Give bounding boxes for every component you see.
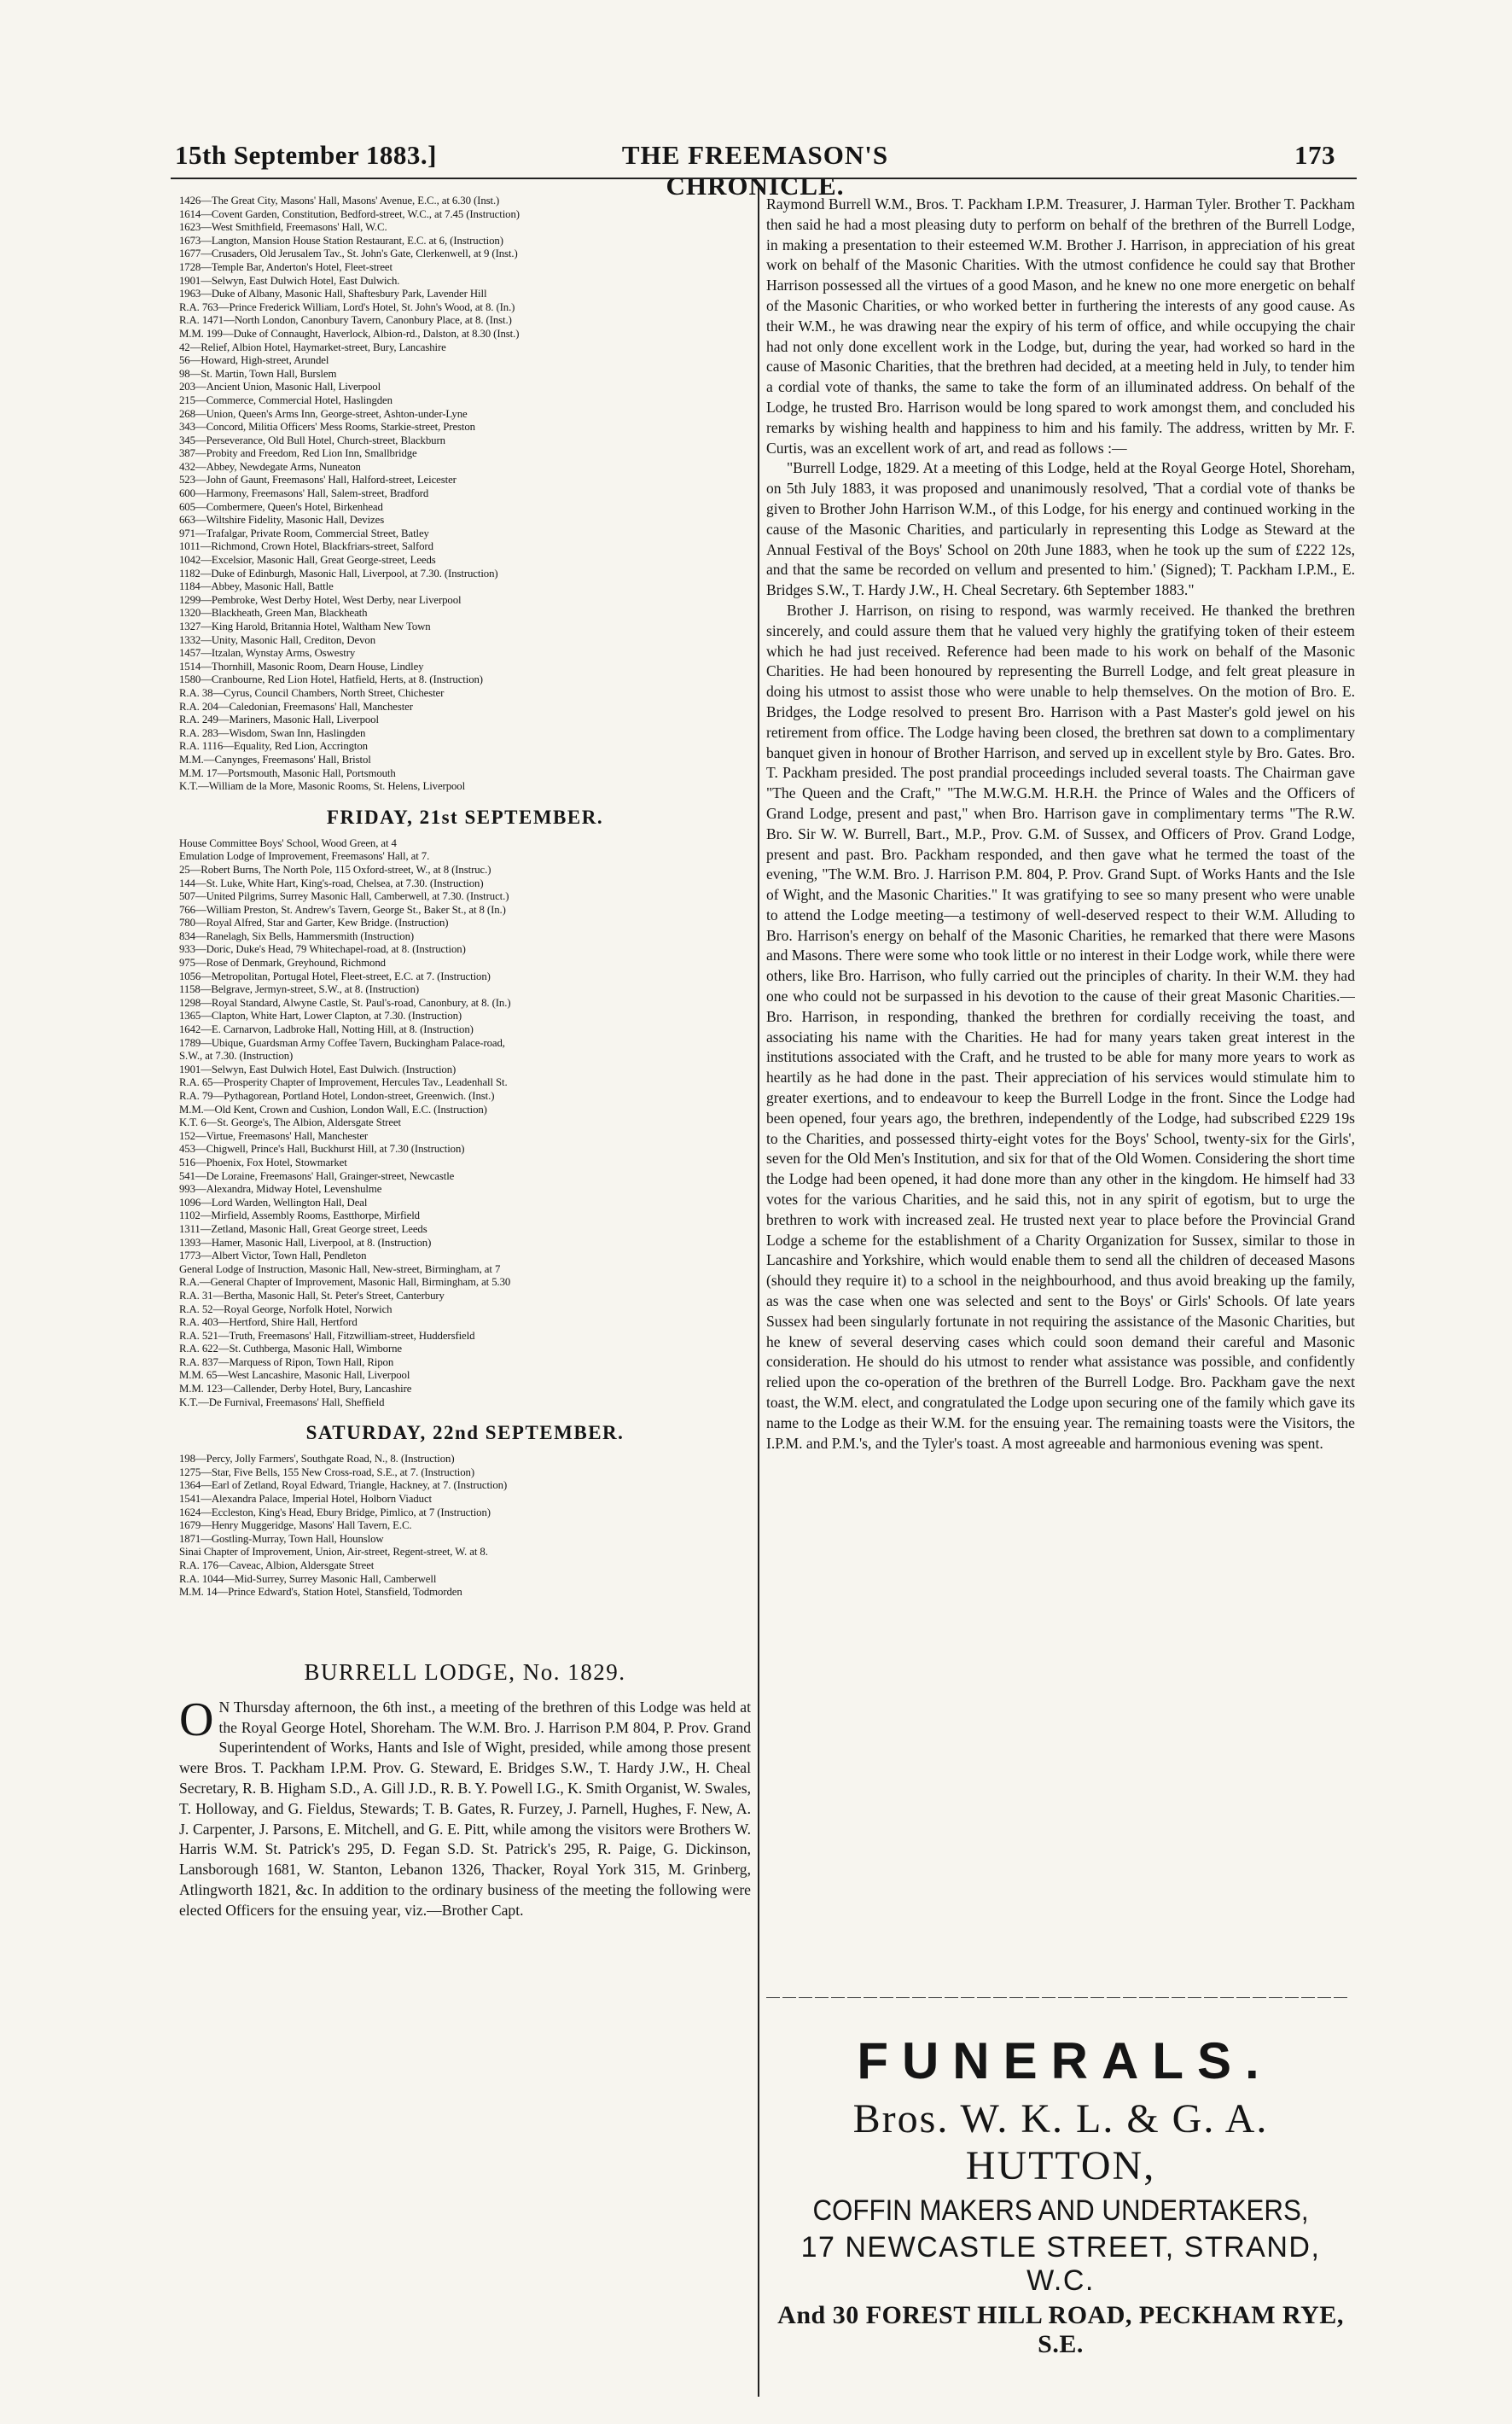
- article-paragraph-1: Raymond Burrell W.M., Bros. T. Packham I.P.M. Treasurer, J. Harman Tyler. Brother T. Packham then said he had a most pleasing duty to perform on behalf of the brethren of the Burrell Lodge, in making a presentation to their esteemed W.M. Brother J. Harrison, in appreciation of his great work on behalf of the Masonic Charities. With the utmost confidence he could say that Brother Harrison possessed all the virtues of a good Mason, and he knew no one more energetic on behalf of the Masonic Charities, or who worked better in furthering the interests of any good cause. As their W.M., he was drawing near the expiry of his term of office, and while occupying the chair had not only done excellent work in the Lodge, but, during the year, had worked so hard in the cause of Masonic Charities, that the brethren had decided, at a meeting held in July, to tender him a cordial vote of thanks, the same to take the form of an illuminated address. On behalf of the Lodge, he trusted Bro. Harrison would be long spared to work amongst them, and concluded his remarks by wishing health and happiness to him and his family. The address, written by Mr. F. Curtis, was an excellent work of art, and read as follows :—: [766, 195, 1355, 457]
- meeting-entry: 971—Trafalgar, Private Room, Commercial Street, Batley: [179, 527, 429, 539]
- advert-headline: FUNERALS.: [857, 2032, 1273, 2089]
- meeting-entry: R.A. 763—Prince Frederick William, Lord's Hotel, St. John's Wood, at 8. (In.): [179, 300, 515, 313]
- left-column: [179, 195, 751, 1921]
- meeting-entry: R.A. 1044—Mid-Surrey, Surrey Masonic Hall, Camberwell: [179, 1572, 437, 1585]
- meeting-entry: 663—Wiltshire Fidelity, Masonic Hall, Devizes: [179, 514, 385, 527]
- page-number: 173: [1294, 140, 1335, 170]
- meeting-entry: 203—Ancient Union, Masonic Hall, Liverpool: [179, 381, 381, 393]
- meeting-entry: 1275—Star, Five Bells, 155 New Cross-road, S.E., at 7. (Instruction): [179, 1465, 474, 1478]
- meeting-entry: R.A. 38—Cyrus, Council Chambers, North Street, Chichester: [179, 686, 445, 699]
- advert-trade: COFFIN MAKERS AND UNDERTAKERS,: [812, 2194, 1309, 2227]
- drop-cap: O: [179, 1693, 214, 1746]
- meeting-entry: 605—Combermere, Queen's Hotel, Birkenhead: [179, 500, 383, 513]
- section-divider: [766, 1987, 1355, 1994]
- meeting-entry: 834—Ranelagh, Six Bells, Hammersmith (Instruction): [179, 929, 415, 942]
- meeting-entry: 766—William Preston, St. Andrew's Tavern, George St., Baker St., at 8 (In.): [179, 903, 506, 916]
- meeting-entry: 1320—Blackheath, Green Man, Blackheath: [179, 607, 368, 620]
- meeting-entry: 1393—Hamer, Masonic Hall, Liverpool, at 8. (Instruction): [179, 1236, 432, 1249]
- meeting-entry: K.T.—William de la More, Masonic Rooms, St. Helens, Liverpool: [179, 780, 466, 793]
- meeting-entry: 56—Howard, High-street, Arundel: [179, 354, 329, 367]
- meeting-entry: 1789—Ubique, Guardsman Army Coffee Tavern, Buckingham Palace-road,: [179, 1036, 505, 1049]
- meeting-entry: 1365—Clapton, White Hart, Lower Clapton, at 7.30. (Instruction): [179, 1010, 462, 1023]
- meeting-entry: 1614—Covent Garden, Constitution, Bedford-street, W.C., at 7.45 (Instruction): [179, 207, 520, 220]
- meeting-entry: 215—Commerce, Commercial Hotel, Haslingden: [179, 393, 393, 406]
- meeting-entry: 198—Percy, Jolly Farmers', Southgate Road, N., 8. (Instruction): [179, 1453, 455, 1465]
- meeting-entry: 1311—Zetland, Masonic Hall, Great George street, Leeds: [179, 1222, 427, 1235]
- article-paragraph-2: "Burrell Lodge, 1829. At a meeting of this Lodge, held at the Royal George Hotel, Shoreham, on 5th July 1883, it was proposed and unanimously resolved, 'That a cordial vote of thanks be given to Brother John Harrison W.M., of this Lodge, for his energy and continued working in the cause of the Masonic Charities, and particularly in representing this Lodge as Steward at the Annual Festival of the Boys' School on 20th June 1883, when he took up the sum of £222 12s, and that the same be recorded on vellum and presented to him.' (Signed); T. Packham I.P.M., E. Bridges S.W., T. Hardy J.W., H. Cheal Secretary. 6th September 1883.": [766, 459, 1355, 599]
- meeting-entry: R.A. 403—Hertford, Shire Hall, Hertford: [179, 1316, 358, 1329]
- meeting-entry: K.T. 6—St. George's, The Albion, Aldersgate Street: [179, 1116, 401, 1129]
- meeting-entry: 1623—West Smithfield, Freemasons' Hall, W.C.: [179, 221, 387, 234]
- meeting-entry: 993—Alexandra, Midway Hotel, Levenshulme: [179, 1183, 382, 1196]
- meeting-entry: M.M.—Old Kent, Crown and Cushion, London Wall, E.C. (Instruction): [179, 1103, 487, 1116]
- meeting-entry: R.A. 79—Pythagorean, Portland Hotel, London-street, Greenwich. (Inst.): [179, 1090, 495, 1102]
- meeting-entry: 975—Rose of Denmark, Greyhound, Richmond: [179, 957, 386, 970]
- meeting-entry: 42—Relief, Albion Hotel, Haymarket-street, Bury, Lancashire: [179, 341, 446, 353]
- meeting-entry: 1182—Duke of Edinburgh, Masonic Hall, Liverpool, at 7.30. (Instruction): [179, 567, 498, 580]
- meeting-entry: 1901—Selwyn, East Dulwich Hotel, East Dulwich.: [179, 274, 400, 287]
- meeting-entry: 1871—Gostling-Murray, Town Hall, Hounslow: [179, 1532, 384, 1545]
- header-rule: [171, 178, 1357, 179]
- meeting-entry: R.A. 521—Truth, Freemasons' Hall, Fitzwilliam-street, Huddersfield: [179, 1329, 475, 1342]
- meeting-entry: 541—De Loraine, Freemasons' Hall, Grainger-street, Newcastle: [179, 1169, 455, 1182]
- article-paragraph-3: Brother J. Harrison, on rising to respond, was warmly received. He thanked the brethren sincerely, and could assure them that he valued very highly the gratifying token of their esteem which he had just received. Reference had been made to his work on behalf of the Masonic Charities. He had been honoured by representing the Burrell Lodge, and felt great pleasure in doing his utmost to assist those who were unable to help themselves. On the motion of Bro. E. Bridges, the Lodge resolved to present Bro. Harrison with a Past Master's gold jewel on his retirement from office. The Lodge having been closed, the brethren sat down to a complimentary banquet given in honour of Brother Harrison, and served up in excellent style by Bro. Gates. Bro. T. Packham presided. The post prandial proceedings included several toasts. The Chairman gave "The Queen and the Craft," "The M.W.G.M. H.R.H. the Prince of Wales and the Officers of Grand Lodge, present and past," when Bro. Harrison gave in complimentary terms "The R.W. Bro. Sir W. W. Burrell, Bart., M.P., Prov. G.M. of Sussex, and Officers of Prov. Grand Lodge, present and past. Bro. Packham responded, and then gave what he termed the toast of the evening, "The W.M. Bro. J. Harrison P.M. 804, P. Prov. Grand Supt. of Works Hants and the Isle of Wight, and the Masonic Charities." It was gratifying to see so many present who were unable to attend the Lodge meeting—a testimony of well-deserved respect to their W.M. Alluding to Bro. Harrison's energy on behalf of the Masonic Charities, he remarked that there were Masons and Masons. There were some who took little or no interest in their Lodge work, while there were others, like Bro. Harrison, who fully carried out the principles of charity. In their W.M. they had one who could not be surpassed in his devotion to the cause of their great Masonic Charities.—Bro. Harrison, in responding, thanked the brethren for cordially receiving the toast, and associating his name with the Charities. He had for many years taken great interest in the institutions associated with the Craft, and he trusted to be able for many more years to work as heartily as he had done in the past. Their appreciation of his services would stimulate him to greater exertions, and to endeavour to keep the Burrell Lodge in the front. Since the Lodge had been opened, four years ago, the brethren, independently of the Lodge, had subscribed £229 19s to the Charities, and possessed thirty-eight votes for the Boys' School, twenty-six for the Girls', seven for the Old Men's Institution, and six for that of the Old Women. Considering the short time the Lodge had been opened, it had done more than any other in the kingdom. He himself had 33 votes for the various Charities, and he said this, not in any spirit of egotism, but to urge the brethren to work with increased zeal. He trusted next year to place before the Provincial Grand Lodge a scheme for the establishment of a Charity Organization for Sussex, similar to those in Lancashire and Yorkshire, which would enable them to send all the children of deceased Masons (should they require it) to a school in the neighbourhood, and thus avoid breaking up the family, as was the case when one was selected and sent to the Boys' or Girls' Schools. Of late years Sussex had been singularly fortunate in not requiring the assistance of the Masonic Charities, but he knew of several deserving cases which could soon demand their careful and Masonic consideration. He should do his utmost to render what assistance was possible, and confidently relied upon the co-operation of the brethren of the Burrell Lodge. Bro. Packham gave the next toast, the W.M. elect, and congratulated the Lodge upon securing one of the family which gave its name to the Lodge as their W.M. for the ensuing year. The remaining toasts were the Visitors, the I.P.M. and P.M.'s, and the Tyler's toast. A most agreeable and harmonious evening was spent.: [766, 601, 1355, 1452]
- meeting-entry: 1011—Richmond, Crown Hotel, Blackfriars-street, Salford: [179, 540, 433, 553]
- meeting-entry: K.T.—De Furnival, Freemasons' Hall, Sheffield: [179, 1396, 385, 1408]
- funerals-advertisement: [766, 2031, 1355, 2359]
- meeting-entry: 268—Union, Queen's Arms Inn, George-street, Ashton-under-Lyne: [179, 407, 468, 420]
- advert-address-strand: 17 NEWCASTLE STREET, STRAND, W.C.: [800, 2231, 1321, 2297]
- meeting-entry: 1299—Pembroke, West Derby Hotel, West Derby, near Liverpool: [179, 593, 462, 606]
- meeting-entry: 1158—Belgrave, Jermyn-street, S.W., at 8. (Instruction): [179, 983, 420, 996]
- meeting-entry: S.W., at 7.30. (Instruction): [179, 1050, 294, 1063]
- meeting-entry: 1457—Itzalan, Wynstay Arms, Oswestry: [179, 647, 356, 660]
- meeting-entry: 1773—Albert Victor, Town Hall, Pendleton: [179, 1250, 367, 1262]
- meeting-entry: R.A. 1471—North London, Canonbury Tavern, Canonbury Place, at 8. (Inst.): [179, 314, 512, 327]
- article-opening-text: N Thursday afternoon, the 6th inst., a meeting of the brethren of this Lodge was held at the Royal George Hotel, Shoreham. The W.M. Bro. J. Harrison P.M 804, P. Prov. Grand Superintendent of Works, Hants and Isle of Wight, presided, while among those present were Bros. T. Packham I.P.M. Prov. G. Steward, E. Bridges S.W., T. Hardy J.W., H. Cheal Secretary, R. B. Higham S.D., A. Gill J.D., R. B. Y. Powell I.G., K. Smith Organist, W. Swales, T. Holloway, and G. Fieldus, Stewards; T. B. Gates, R. Furzey, J. Parnell, Hughes, F. New, A. J. Carpenter, J. Parsons, E. Mitchell, and G. E. Pitt, while among the visitors were Brothers W. Harris W.M. St. Patrick's 295, D. Fegan S.D. St. Patrick's 295, R. Paige, G. Dickinson, Lansborough 1681, W. Stanton, Lebanon 1326, Thacker, Royal York 315, M. Grinberg, Atlingworth 1821, &c. In addition to the ordinary business of the meeting the following were elected Officers for the ensuing year, viz.—Brother Capt.: [179, 1698, 751, 1919]
- meeting-entry: R.A. 249—Mariners, Masonic Hall, Liverpool: [179, 714, 379, 726]
- meeting-entry: 780—Royal Alfred, Star and Garter, Kew Bridge. (Instruction): [179, 917, 449, 929]
- article-opening-paragraph: [179, 1693, 751, 1921]
- meeting-entry: House Committee Boys' School, Wood Green, at 4: [179, 836, 397, 849]
- meeting-entry: 1042—Excelsior, Masonic Hall, Great George-street, Leeds: [179, 554, 436, 567]
- meeting-entry: M.M. 17—Portsmouth, Masonic Hall, Portsmouth: [179, 766, 396, 779]
- meeting-entry: 1541—Alexandra Palace, Imperial Hotel, Holborn Viaduct: [179, 1493, 433, 1506]
- meeting-entry: 1298—Royal Standard, Alwyne Castle, St. Paul's-road, Canonbury, at 8. (In.): [179, 996, 511, 1009]
- meeting-entry: M.M. 65—West Lancashire, Masonic Hall, Liverpool: [179, 1369, 410, 1382]
- meetings-schedule: [179, 195, 751, 1599]
- meeting-entry: R.A. 204—Caledonian, Freemasons' Hall, Manchester: [179, 700, 413, 713]
- meeting-entry: 1624—Eccleston, King's Head, Ebury Bridge, Pimlico, at 7 (Instruction): [179, 1506, 491, 1518]
- meeting-entry: 1364—Earl of Zetland, Royal Edward, Triangle, Hackney, at 7. (Instruction): [179, 1479, 508, 1492]
- meeting-entry: M.M. 199—Duke of Connaught, Haverlock, Albion-rd., Dalston, at 8.30 (Inst.): [179, 327, 520, 340]
- meeting-entry: R.A.—General Chapter of Improvement, Masonic Hall, Birmingham, at 5.30: [179, 1276, 511, 1289]
- meeting-entry: 1056—Metropolitan, Portugal Hotel, Fleet-street, E.C. at 7. (Instruction): [179, 970, 491, 982]
- meeting-entry: R.A. 52—Royal George, Norfolk Hotel, Norwich: [179, 1302, 393, 1315]
- meeting-entry: 1514—Thornhill, Masonic Room, Dearn House, Lindley: [179, 660, 424, 673]
- meeting-entry: R.A. 31—Bertha, Masonic Hall, St. Peter's Street, Canterbury: [179, 1289, 445, 1302]
- meeting-entry: General Lodge of Instruction, Masonic Hall, New-street, Birmingham, at 7: [179, 1262, 501, 1275]
- meeting-entry: 144—St. Luke, White Hart, King's-road, Chelsea, at 7.30. (Instruction): [179, 877, 484, 889]
- meeting-entry: 1963—Duke of Albany, Masonic Hall, Shaftesbury Park, Lavender Hill: [179, 288, 487, 300]
- issue-date: 15th September 1883.]: [175, 140, 437, 170]
- meeting-entry: 1677—Crusaders, Old Jerusalem Tav., St. John's Gate, Clerkenwell, at 9 (Inst.): [179, 248, 518, 260]
- meeting-entry: 1728—Temple Bar, Anderton's Hotel, Fleet-street: [179, 260, 393, 273]
- meeting-entry: 1184—Abbey, Masonic Hall, Battle: [179, 580, 334, 593]
- meeting-entry: 343—Concord, Militia Officers' Mess Rooms, Starkie-street, Preston: [179, 421, 475, 434]
- meeting-entry: R.A. 176—Caveac, Albion, Aldersgate Street: [179, 1559, 375, 1571]
- meeting-entry: Emulation Lodge of Improvement, Freemasons' Hall, at 7.: [179, 850, 430, 863]
- meeting-entry: 345—Perseverance, Old Bull Hotel, Church-street, Blackburn: [179, 434, 445, 446]
- meeting-entry: M.M. 14—Prince Edward's, Station Hotel, Stansfield, Todmorden: [179, 1586, 462, 1599]
- day-heading: SATURDAY, 22nd SEPTEMBER.: [305, 1422, 625, 1444]
- meeting-entry: 1332—Unity, Masonic Hall, Crediton, Devon: [179, 633, 376, 646]
- meeting-entry: 1642—E. Carnarvon, Ladbroke Hall, Notting Hill, at 8. (Instruction): [179, 1023, 474, 1036]
- meeting-entry: R.A. 837—Marquess of Ripon, Town Hall, Ripon: [179, 1355, 394, 1368]
- right-column: [766, 195, 1355, 1454]
- meeting-entry: 1102—Mirfield, Assembly Rooms, Eastthorpe, Mirfield: [179, 1209, 420, 1222]
- meeting-entry: R.A. 283—Wisdom, Swan Inn, Haslingden: [179, 726, 366, 739]
- meeting-entry: 152—Virtue, Freemasons' Hall, Manchester: [179, 1129, 369, 1142]
- meeting-entry: 1901—Selwyn, East Dulwich Hotel, East Dulwich. (Instruction): [179, 1063, 457, 1075]
- meeting-entry: M.M.—Canynges, Freemasons' Hall, Bristol: [179, 753, 371, 766]
- meeting-entry: 1580—Cranbourne, Red Lion Hotel, Hatfield, Herts, at 8. (Instruction): [179, 673, 483, 686]
- meeting-entry: 1673—Langton, Mansion House Station Restaurant, E.C. at 6, (Instruction): [179, 234, 503, 247]
- meeting-entry: 432—Abbey, Newdegate Arms, Nuneaton: [179, 460, 361, 473]
- day-heading: FRIDAY, 21st SEPTEMBER.: [326, 806, 604, 828]
- meeting-entry: 523—John of Gaunt, Freemasons' Hall, Halford-street, Leicester: [179, 474, 457, 487]
- meeting-entry: 25—Robert Burns, The North Pole, 115 Oxford-street, W., at 8 (Instruc.): [179, 863, 491, 876]
- meeting-entry: M.M. 123—Callender, Derby Hotel, Bury, Lancashire: [179, 1383, 412, 1396]
- advert-firm-name: Bros. W. K. L. & G. A. HUTTON,: [852, 2096, 1269, 2188]
- meeting-entry: 1426—The Great City, Masons' Hall, Masons' Avenue, E.C., at 6.30 (Inst.): [179, 195, 500, 207]
- meeting-entry: 98—St. Martin, Town Hall, Burslem: [179, 367, 337, 380]
- meeting-entry: 507—United Pilgrims, Surrey Masonic Hall, Camberwell, at 7.30. (Instruct.): [179, 890, 509, 903]
- meeting-entry: 1096—Lord Warden, Wellington Hall, Deal: [179, 1196, 368, 1209]
- article-title: BURRELL LODGE, No. 1829.: [304, 1658, 626, 1685]
- meeting-entry: 387—Probity and Freedom, Red Lion Inn, Smallbridge: [179, 447, 417, 460]
- meeting-entry: 600—Harmony, Freemasons' Hall, Salem-street, Bradford: [179, 487, 429, 500]
- meeting-entry: 1327—King Harold, Britannia Hotel, Waltham New Town: [179, 621, 431, 632]
- meeting-entry: R.A. 622—St. Cuthberga, Masonic Hall, Wimborne: [179, 1343, 402, 1355]
- meeting-entry: 1679—Henry Muggeridge, Masons' Hall Tavern, E.C.: [179, 1519, 412, 1532]
- meeting-entry: Sinai Chapter of Improvement, Union, Air-street, Regent-street, W. at 8.: [179, 1546, 488, 1559]
- meeting-entry: R.A. 65—Prosperity Chapter of Improvement, Hercules Tav., Leadenhall St.: [179, 1076, 508, 1089]
- meeting-entry: 933—Doric, Duke's Head, 79 Whitechapel-road, at 8. (Instruction): [179, 943, 466, 956]
- advert-address-peckham: And 30 FOREST HILL ROAD, PECKHAM RYE, S.E.: [777, 2301, 1344, 2358]
- masthead-title: THE FREEMASON'S CHRONICLE.: [621, 140, 889, 201]
- column-rule: [758, 186, 759, 2397]
- meeting-entry: 516—Phoenix, Fox Hotel, Stowmarket: [179, 1156, 347, 1168]
- meeting-entry: R.A. 1116—Equality, Red Lion, Accrington: [179, 740, 368, 753]
- meeting-entry: 453—Chigwell, Prince's Hall, Buckhurst Hill, at 7.30 (Instruction): [179, 1143, 465, 1156]
